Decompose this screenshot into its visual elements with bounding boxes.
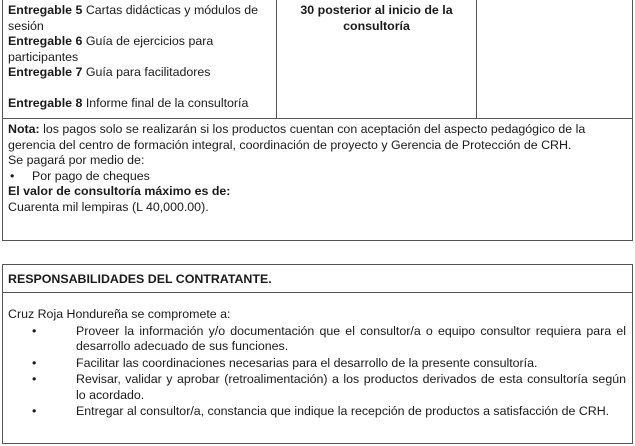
deliverable-8-label: Entregable 8 bbox=[8, 95, 83, 110]
list-item bbox=[8, 404, 626, 420]
payment-method-intro: Se pagará por medio de: bbox=[8, 153, 145, 167]
spacer bbox=[8, 81, 276, 96]
list-item bbox=[8, 324, 626, 355]
responsibilities-title: RESPONSABILIDADES DEL CONTRATANTE. bbox=[3, 265, 632, 293]
bullet-icon: • bbox=[32, 323, 37, 338]
bullet-icon: • bbox=[32, 372, 37, 386]
timing-cell bbox=[277, 0, 477, 118]
responsibilities-intro: Cruz Roja Hondureña se compromete a: bbox=[8, 307, 231, 321]
nota-paragraph bbox=[8, 122, 628, 153]
deliverable-5-label: Entregable 5 bbox=[8, 3, 83, 17]
responsibility-text: Proveer la información y/o documentación que el consultor/a o equipo consultor requiera para el desarrollo adecuado de sus funciones. bbox=[76, 323, 626, 353]
max-value-label-text: El valor de consultoría máximo es de: bbox=[8, 184, 231, 198]
nota-text: los pagos solo se realizarán si los productos cuentan con aceptación del aspecto pedagógico de la gerencia del centro de formación integral, coordinación de proyecto y Gerencia de Protección de CRH. bbox=[8, 122, 586, 152]
bullet-icon: • bbox=[32, 404, 37, 418]
deliverables-section bbox=[2, 0, 633, 241]
responsibilities-body bbox=[8, 307, 626, 420]
payment-notes bbox=[8, 122, 628, 215]
deliverable-5-text: Cartas didácticas y módulos de sesión bbox=[8, 3, 259, 33]
empty-cell bbox=[477, 0, 632, 118]
timing-text: 30 posterior al inicio de la consultoría bbox=[300, 3, 453, 33]
deliverable-6-text: Guía de ejercicios para participantes bbox=[8, 34, 214, 64]
max-value-text: Cuarenta mil lempiras (L 40,000.00). bbox=[8, 199, 209, 214]
responsibility-text: Facilitar las coordinaciones necesarias para el desarrollo de la presente consultoría. bbox=[76, 355, 538, 370]
deliverable-8 bbox=[8, 96, 276, 112]
responsibilities-list bbox=[8, 324, 626, 420]
nota-label: Nota: bbox=[8, 122, 40, 136]
bullet-icon: • bbox=[32, 355, 37, 370]
responsibilities-section bbox=[2, 264, 633, 444]
deliverable-8-text: Informe final de la consultoría bbox=[85, 95, 249, 110]
deliverable-5 bbox=[8, 3, 276, 34]
payment-bullet-text: Por pago de cheques bbox=[32, 168, 150, 183]
deliverables-cell bbox=[3, 0, 277, 118]
list-item bbox=[8, 372, 626, 403]
deliverables-table-row bbox=[3, 0, 632, 119]
bullet-icon: • bbox=[10, 168, 15, 183]
deliverable-6-label: Entregable 6 bbox=[8, 34, 83, 48]
max-value-label bbox=[8, 184, 628, 200]
responsibility-text: Revisar, validar y aprobar (retroalimentación) a los productos derivados de esta consultoría según lo acordado. bbox=[76, 372, 626, 402]
deliverable-6 bbox=[8, 34, 276, 65]
payment-bullet bbox=[8, 169, 628, 185]
deliverable-7 bbox=[8, 65, 276, 81]
responsibility-text: Entregar al consultor/a, constancia que indique la recepción de productos a satisfacción de CRH. bbox=[76, 404, 610, 418]
deliverable-7-label: Entregable 7 bbox=[8, 65, 83, 79]
list-item bbox=[8, 356, 626, 372]
deliverable-7-text: Guía para facilitadores bbox=[85, 65, 211, 79]
